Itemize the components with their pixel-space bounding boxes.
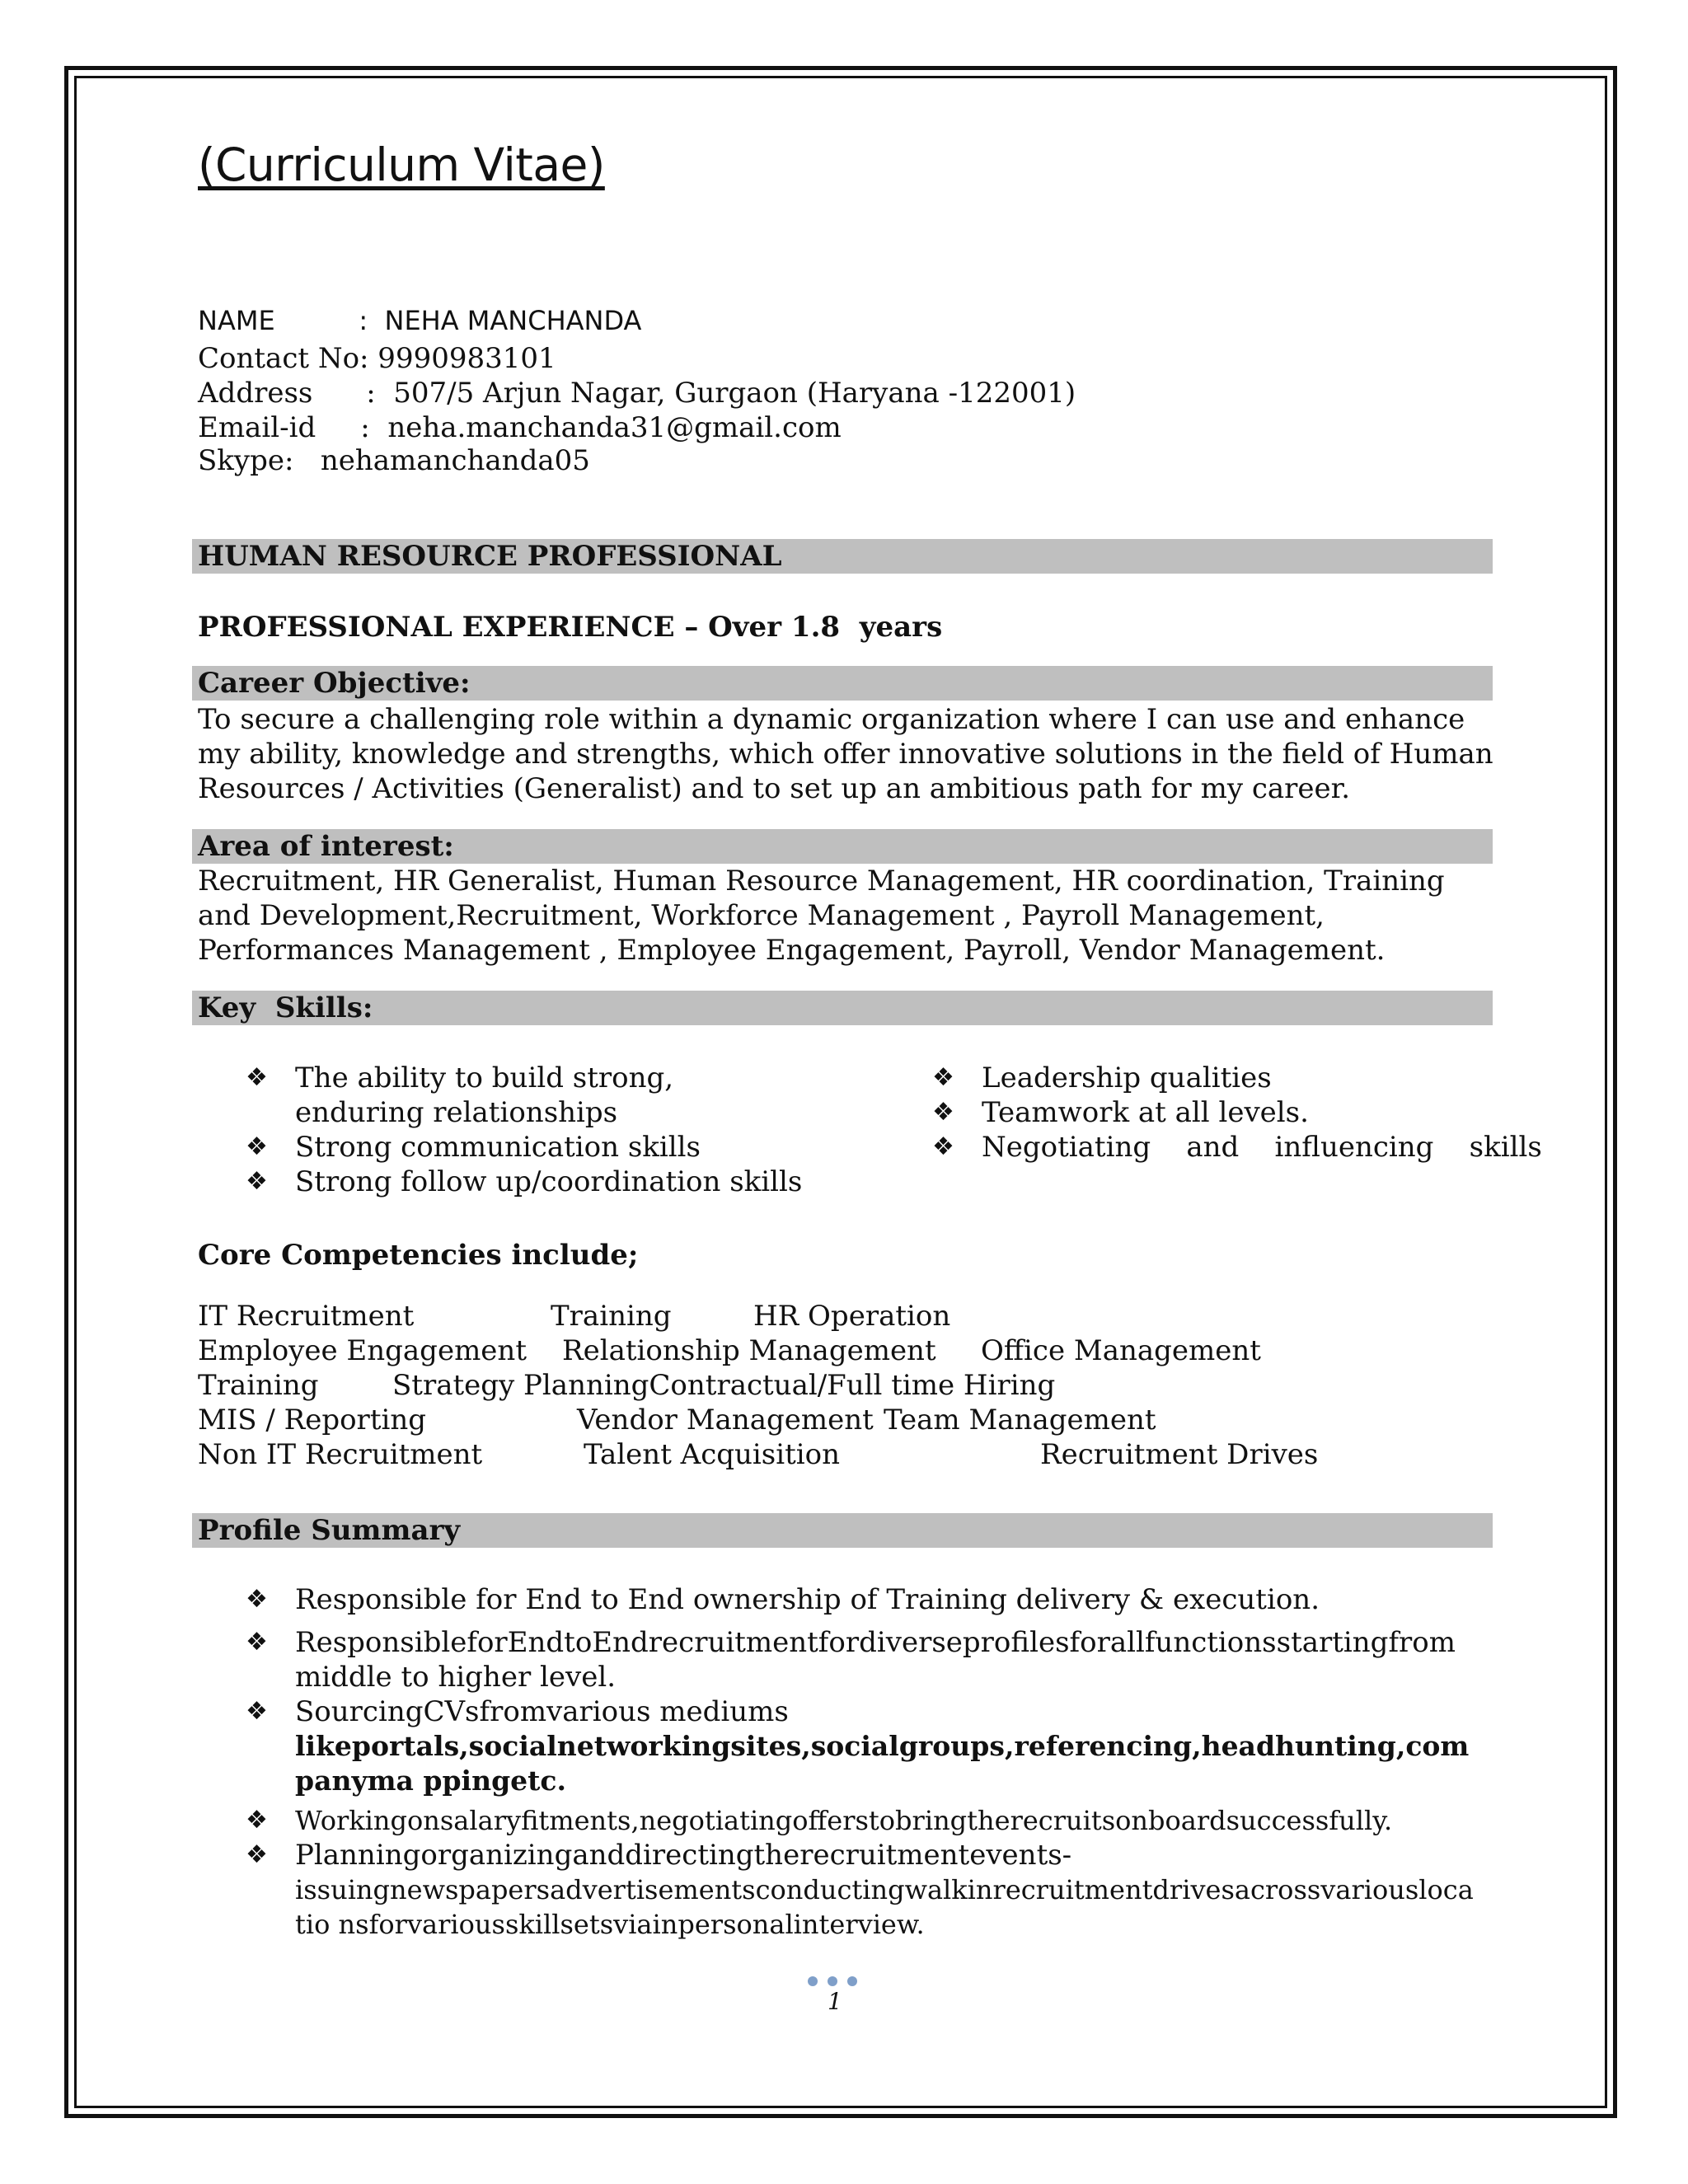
diamond-bullet-icon: ❖	[246, 1585, 268, 1614]
address-line: Address : 507/5 Arjun Nagar, Gurgaon (Haryana -122001)	[198, 377, 1076, 410]
competency-item: Employee Engagement	[198, 1334, 527, 1367]
competency-item: Non IT Recruitment	[198, 1438, 483, 1471]
page-number: 1	[828, 1988, 842, 2015]
area-of-interest-heading: Area of interest:	[198, 830, 454, 863]
competency-item: Training	[198, 1369, 319, 1402]
key-skills-heading: Key Skills:	[198, 991, 373, 1024]
competency-item: HR Operation	[753, 1300, 951, 1333]
diamond-bullet-icon: ❖	[246, 1697, 268, 1726]
competency-item: Office Management	[981, 1334, 1261, 1367]
core-competencies-heading: Core Competencies include;	[198, 1239, 639, 1272]
competency-item: Training	[551, 1300, 672, 1333]
competency-item: IT Recruitment	[198, 1300, 415, 1333]
career-objective-text: To secure a challenging role within a dynamic organization where I can use and enhance my ability, knowledge and strengths, which offer innovative solutions in the field of Human Resources / Activities (Generalist) and to set up an ambitious path for my career.	[198, 703, 1493, 805]
diamond-bullet-icon: ❖	[932, 1063, 954, 1092]
diamond-bullet-icon: ❖	[246, 1132, 268, 1161]
competency-item: Talent Acquisition	[584, 1438, 841, 1471]
diamond-bullet-icon: ❖	[246, 1806, 268, 1835]
key-skills-band	[192, 991, 1493, 1025]
diamond-bullet-icon: ❖	[246, 1167, 268, 1196]
diamond-bullet-icon: ❖	[932, 1132, 954, 1161]
diamond-bullet-icon: ❖	[246, 1840, 268, 1869]
profile-summary-heading: Profile Summary	[198, 1514, 461, 1547]
email-line: Email-id : neha.manchanda31@gmail.com	[198, 411, 842, 444]
contact-number-line: Contact No: 9990983101	[198, 342, 556, 375]
competency-item: Vendor Management	[577, 1404, 874, 1436]
competency-item: Team Management	[884, 1404, 1156, 1436]
diamond-bullet-icon: ❖	[246, 1628, 268, 1657]
name-line: NAME : NEHA MANCHANDA	[198, 305, 642, 336]
headline: HUMAN RESOURCE PROFESSIONAL	[198, 540, 782, 573]
diamond-bullet-icon: ❖	[246, 1063, 268, 1092]
competency-item: Recruitment Drives	[1040, 1438, 1319, 1471]
document-title: (Curriculum Vitae)	[198, 138, 605, 191]
skill-item: ❖ The ability to build strong, enduring relationships	[246, 1062, 674, 1129]
skype-line: Skype: nehamanchanda05	[198, 444, 590, 477]
competency-item: MIS / Reporting	[198, 1404, 427, 1436]
diamond-bullet-icon: ❖	[932, 1098, 954, 1127]
competency-item: Relationship Management	[562, 1334, 936, 1367]
competency-item: Strategy PlanningContractual/Full time Hiring	[392, 1369, 1056, 1402]
experience-heading: PROFESSIONAL EXPERIENCE – Over 1.8 years	[198, 611, 943, 644]
area-of-interest-text: Recruitment, HR Generalist, Human Resource Management, HR coordination, Training and Development,Recruitment, Workforce Management , Payroll Management, Performances Management , Employee Engagement, Payroll, Vendor Management.	[198, 865, 1445, 967]
career-objective-heading: Career Objective:	[198, 667, 471, 700]
